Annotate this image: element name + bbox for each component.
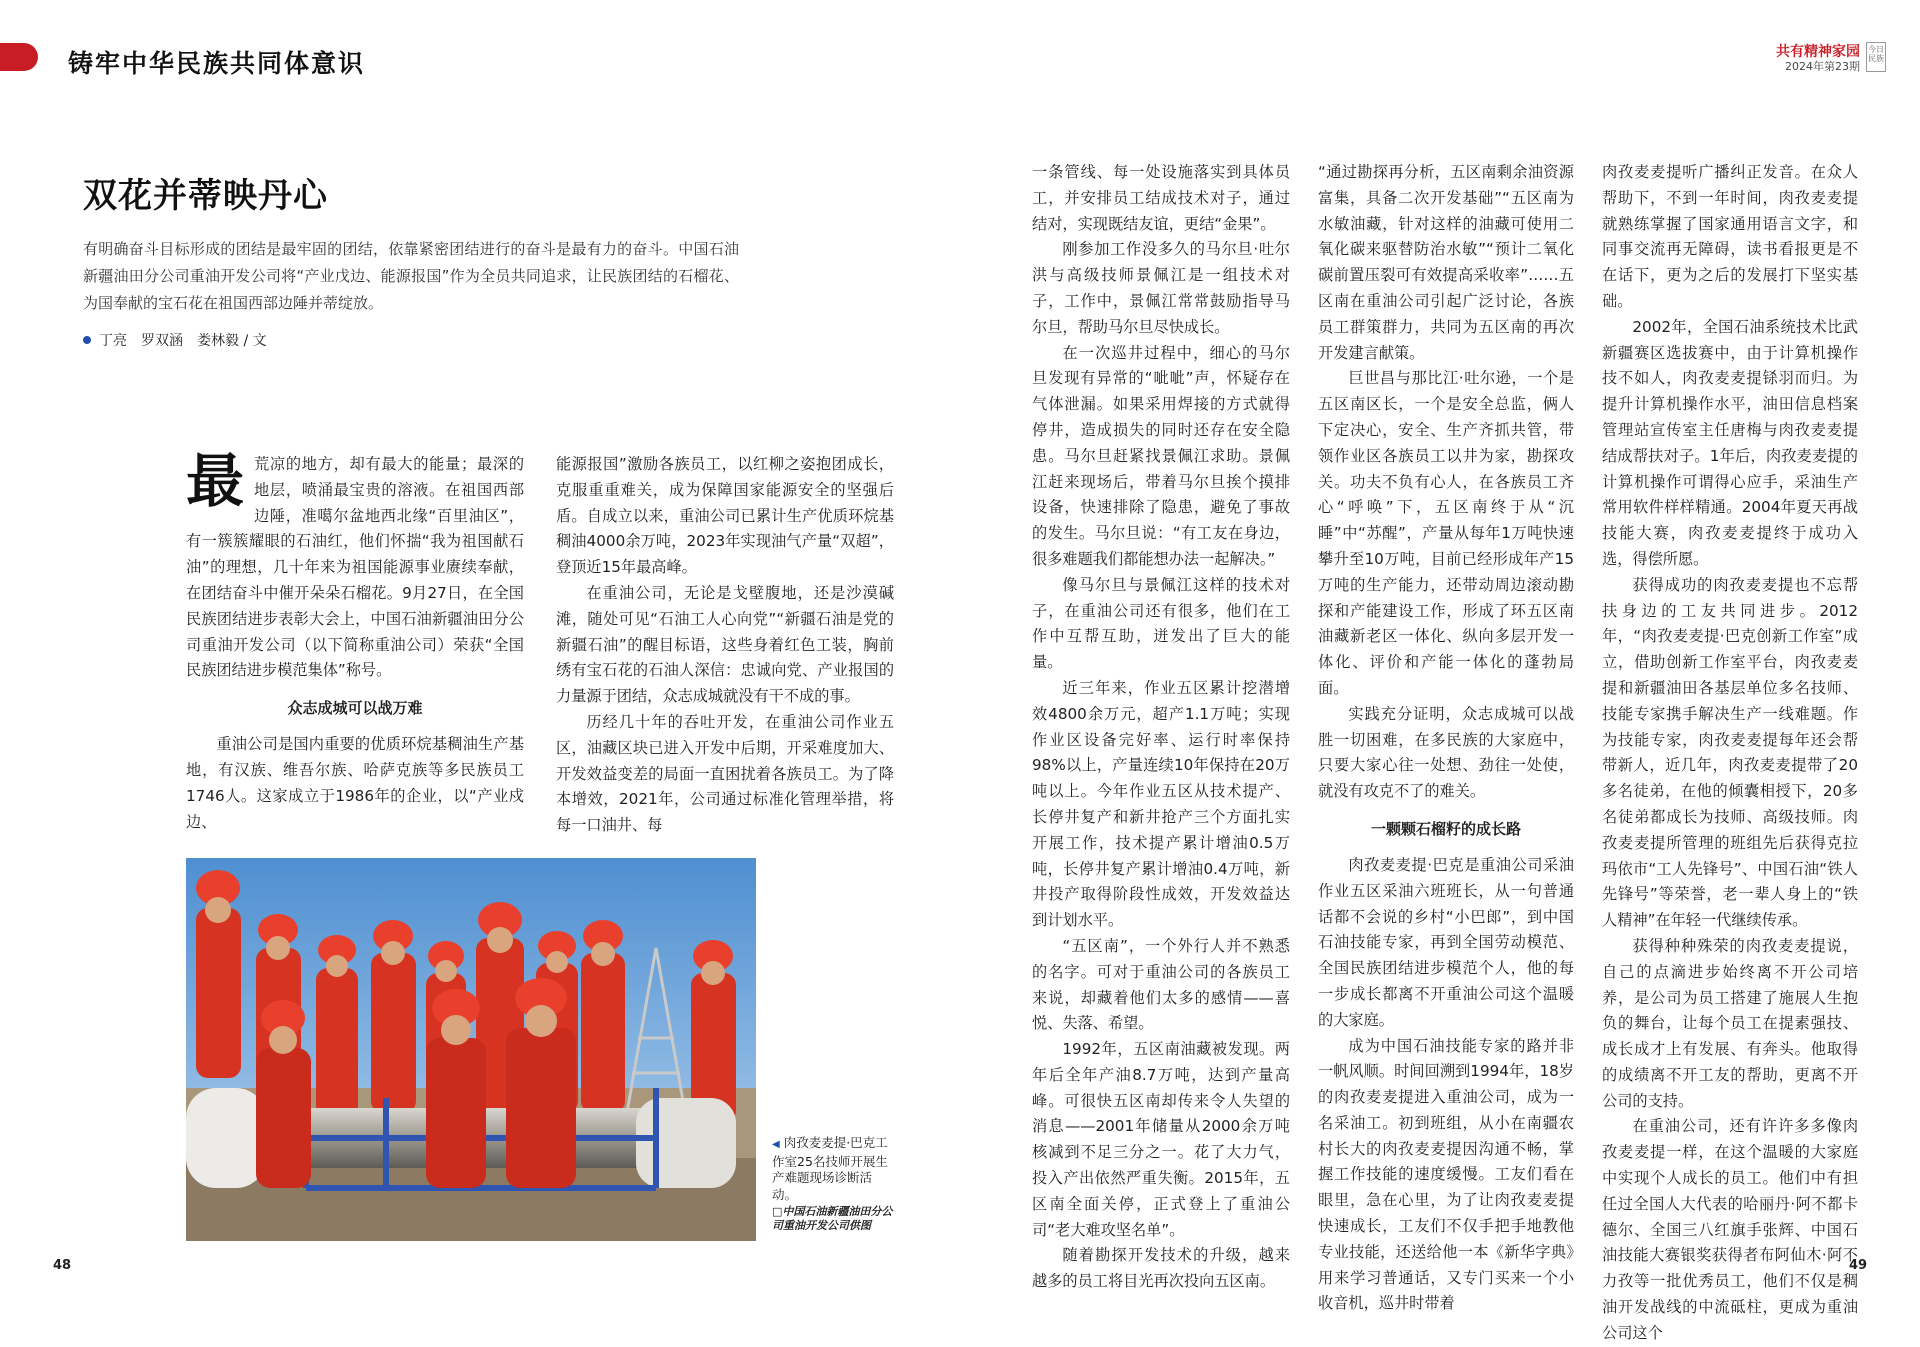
paragraph: 重油公司是国内重要的优质环烷基稠油生产基地，有汉族、维吾尔族、哈萨克族等多民族员工1746人。这家成立于1986年的企业，以“产业戍边、 [186, 735, 524, 831]
paragraph: 获得成功的肉孜麦麦提也不忘帮扶身边的工友共同进步。2012年，“肉孜麦麦提·巴克创新工作室”成立，借助创新工作室平台，肉孜麦麦提和新疆油田各基层单位多名技师、技能专家携手解决生产一线难题。作为技能专家，肉孜麦麦提每年还会帮带新人，近几年，肉孜麦麦提带了20多名徒弟，在他的倾囊相授下，20多名徒弟都成长为技师、高级技师。肉孜麦麦提所管理的班组先后获得克拉玛依市“工人先锋号”、中国石油“铁人先锋号”等荣誉，老一辈人身上的“铁人精神”在年轻一代继续传承。 [1602, 575, 1858, 930]
text-column-5 [1602, 160, 1858, 1347]
paragraph: 在一次巡井过程中，细心的马尔旦发现有异常的“呲呲”声，怀疑存在气体泄漏。如果采用焊接的方式就得停井，造成损失的同时还存在安全隐患。马尔旦赶紧找景佩江求助。景佩江赶来现场后，带着马尔旦挨个摸排设备，快速排除了隐患，避免了事故的发生。马尔旦说：“有工友在身边，很多难题我们都能想办法一起解决。” [1032, 343, 1290, 568]
paragraph-text: 荒凉的地方，却有最大的能量；最深的地层，喷涌最宝贵的溶液。在祖国西部边陲，准噶尔盆地西北缘“百里油区”，有一簇簇耀眼的石油红，他们怀揣“我为祖国献石油”的理想，几十年来为祖国能源事业赓续奉献，在团结奋斗中催开朵朵石榴花。9月27日，在全国民族团结进步表彰大会上，中国石油新疆油田分公司重油开发公司（以下简称重油公司）荣获“全国民族团结进步模范集体”称号。 [186, 455, 524, 680]
text-column-1 [186, 447, 524, 835]
paragraph [186, 447, 524, 684]
paragraph: 近三年来，作业五区累计挖潜增效4800余万元，超产1.1万吨；实现作业区设备完好率、运行时率保持98%以上，产量连续10年保持在20万吨以上。今年作业五区从技术提产、长停井复产和新井抢产三个方面扎实开展工作，技术提产累计增油0.5万吨，长停井复产累计增油0.4万吨，新井投产取得阶段性成效，开发效益达到计划水平。 [1032, 678, 1290, 930]
paragraph: 实践充分证明，众志成城可以战胜一切困难，在多民族的大家庭中，只要大家心往一处想、劲往一处使，就没有攻克不了的难关。 [1318, 704, 1574, 801]
paragraph: 随着勘探开发技术的升级，越来越多的员工将目光再次投向五区南。 [1032, 1246, 1290, 1291]
paragraph: 巨世昌与那比江·吐尔逊，一个是五区南区长，一个是安全总监，俩人下定决心，安全、生产齐抓共管，带领作业区各族员工以井为家，勘探攻关。功夫不负有心人，在各族员工齐心“呼唤”下，五区南终于从“沉睡”中“苏醒”，产量从每年1万吨快速攀升至10万吨，目前已经形成年产15万吨的生产能力，还带动周边滚动勘探和产能建设工作，形成了环五区南油藏新老区一体化、纵向多层开发一体化、评价和产能一体化的蓬勃局面。 [1318, 369, 1574, 697]
paragraph: 1992年，五区南油藏被发现。两年后全年产油8.7万吨，达到产量高峰。可很快五区南却传来令人失望的消息——2001年储量从2000余万吨核减到不足三分之一。花了大力气，投入产出依然严重失衡。2015年，五区南全面关停，正式登上了重油公司“老大难攻坚名单”。 [1032, 1040, 1290, 1239]
subheading: 一颗颗石榴籽的成长路 [1370, 819, 1521, 838]
text-column-2 [556, 452, 894, 839]
text-column-4 [1318, 160, 1574, 1317]
paragraph: 历经几十年的吞吐开发，在重油公司作业五区，油藏区块已进入开发中后期，开采难度加大、开发效益变差的局面一直困扰着各族员工。为了降本增效，2021年，公司通过标准化管理举措，将每一口油井、每 [556, 712, 894, 835]
paragraph: “通过勘探再分析，五区南剩余油资源富集，具备二次开发基础”“五区南为水敏油藏，针对这样的油藏可使用二氧化碳来驱替防治水敏”“预计二氧化碳前置压裂可有效提高采收率”……五区南在重油公司引起广泛讨论，各族员工群策群力，共同为五区南的再次开发建言献策。 [1318, 163, 1574, 362]
drop-cap: 最 [186, 447, 245, 515]
author-bullet-icon [83, 336, 91, 344]
article-photo [186, 858, 756, 1241]
workers-photo-illustration [186, 858, 756, 1241]
photo-credit: □中国石油新疆油田分公司重油开发公司供图 [772, 1205, 893, 1232]
page-number-left: 48 [53, 1258, 72, 1273]
article-authors [83, 330, 267, 350]
section-title: 铸牢中华民族共同体意识 [68, 49, 366, 78]
header-accent-bar [0, 43, 38, 71]
brand-name: 共有精神家园 [1776, 44, 1860, 60]
paragraph: 肉孜麦麦提听广播纠正发音。在众人帮助下，不到一年时间，肉孜麦麦提就熟练掌握了国家通用语言文字，和同事交流再无障碍，读书看报更是不在话下，更为之后的发展打下坚实基础。 [1602, 163, 1858, 310]
paragraph: 在重油公司，无论是戈壁腹地，还是沙漠碱滩，随处可见“石油工人心向党”“新疆石油是党的新疆石油”的醒目标语，这些身着红色工装，胸前绣有宝石花的石油人深信：忠诚向党、产业报国的力量源于团结，众志成城就没有干不成的事。 [556, 583, 894, 706]
brand-logo-box: 今日民族 [1866, 42, 1886, 72]
author-names: 丁亮 罗双涵 娄林毅 / 文 [99, 333, 267, 349]
paragraph: 获得种种殊荣的肉孜麦麦提说，自己的点滴进步始终离不开公司培养，是公司为员工搭建了施展人生抱负的舞台，让每个员工在提素强技、成长成才上有发展、有奔头。他取得的成绩离不开工友的帮助，更离不开公司的支持。 [1602, 936, 1858, 1110]
paragraph: 像马尔旦与景佩江这样的技术对子，在重油公司还有很多，他们在工作中互帮互助，迸发出了巨大的能量。 [1032, 575, 1290, 672]
paragraph: 一条管线、每一处设施落实到具体员工，并安排员工结成技术对子，通过结对，实现既结友谊，更结“金果”。 [1032, 163, 1290, 233]
subheading: 众志成城可以战万难 [287, 699, 423, 718]
paragraph: 能源报国”激励各族员工，以红柳之姿抱团成长，克服重重难关，成为保障国家能源安全的坚强后盾。自成立以来，重油公司已累计生产优质环烷基稠油4000余万吨，2023年实现油气产量“双超”，登顶近15年最高峰。 [556, 455, 894, 577]
paragraph: “五区南”，一个外行人并不熟悉的名字。可对于重油公司的各族员工来说，却藏着他们太多的感情——喜悦、失落、希望。 [1032, 936, 1290, 1033]
paragraph: 2002年，全国石油系统技术比武新疆赛区选拔赛中，由于计算机操作技不如人，肉孜麦麦提铩羽而归。为提升计算机操作水平，油田信息档案管理站宣传室主任唐梅与肉孜麦麦提结成帮扶对子。1年后，肉孜麦麦提的计算机操作可谓得心应手，采油生产常用软件样样精通。2004年夏天再战技能大赛，肉孜麦麦提终于成功入选，得偿所愿。 [1602, 317, 1858, 568]
paragraph: 在重油公司，还有许许多多像肉孜麦麦提一样，在这个温暖的大家庭中实现个人成长的员工。他们中有担任过全国人大代表的哈丽丹·阿不都卡德尔、全国三八红旗手张辉、中国石油技能大赛银奖获得者布阿仙木·阿不力孜等一批优秀员工，他们不仅是稠油开发战线的中流砥柱，更成为重油公司这个 [1602, 1117, 1858, 1342]
paragraph: 成为中国石油技能专家的路并非一帆风顺。时间回溯到1994年，18岁的肉孜麦麦提进入重油公司，成为一名采油工。初到班组，从小在南疆农村长大的肉孜麦麦提因沟通不畅，掌握工作技能的速度缓慢。工友们看在眼里，急在心里，为了让肉孜麦麦提快速成长，工友们不仅手把手地教他专业技能，还送给他一本《新华字典》用来学习普通话，又专门买来一个小收音机，巡井时带着 [1318, 1036, 1574, 1313]
page-number-right: 49 [1849, 1258, 1868, 1273]
photo-caption [772, 1135, 896, 1233]
brand-issue: 2024年第23期 [1785, 60, 1860, 73]
paragraph: 刚参加工作没多久的马尔旦·吐尔洪与高级技师景佩江是一组技术对子，工作中，景佩江常常鼓励指导马尔旦，帮助马尔旦尽快成长。 [1032, 240, 1290, 336]
text-column-3 [1032, 160, 1290, 1295]
caption-arrow-icon: ◀ [772, 1139, 780, 1150]
article-lead: 有明确奋斗目标形成的团结是最牢固的团结，依靠紧密团结进行的奋斗是最有力的奋斗。中国石油新疆油田分公司重油开发公司将“产业戊边、能源报国”作为全员共同追求，让民族团结的石榴花、为国奉献的宝石花在祖国西部边陲并蒂绽放。 [83, 240, 739, 312]
caption-text: 肉孜麦麦提·巴克工作室25名技师开展生产难题现场诊断活动。 [772, 1135, 888, 1202]
paragraph: 肉孜麦麦提·巴克是重油公司采油作业五区采油六班班长，从一句普通话都不会说的乡村“小巴郎”，到中国石油技能专家，再到全国劳动模范、全国民族团结进步模范个人，他的每一步成长都离不开重油公司这个温暖的大家庭。 [1318, 855, 1574, 1029]
article-title: 双花并蒂映丹心 [83, 176, 328, 216]
magazine-brand [1776, 44, 1860, 73]
